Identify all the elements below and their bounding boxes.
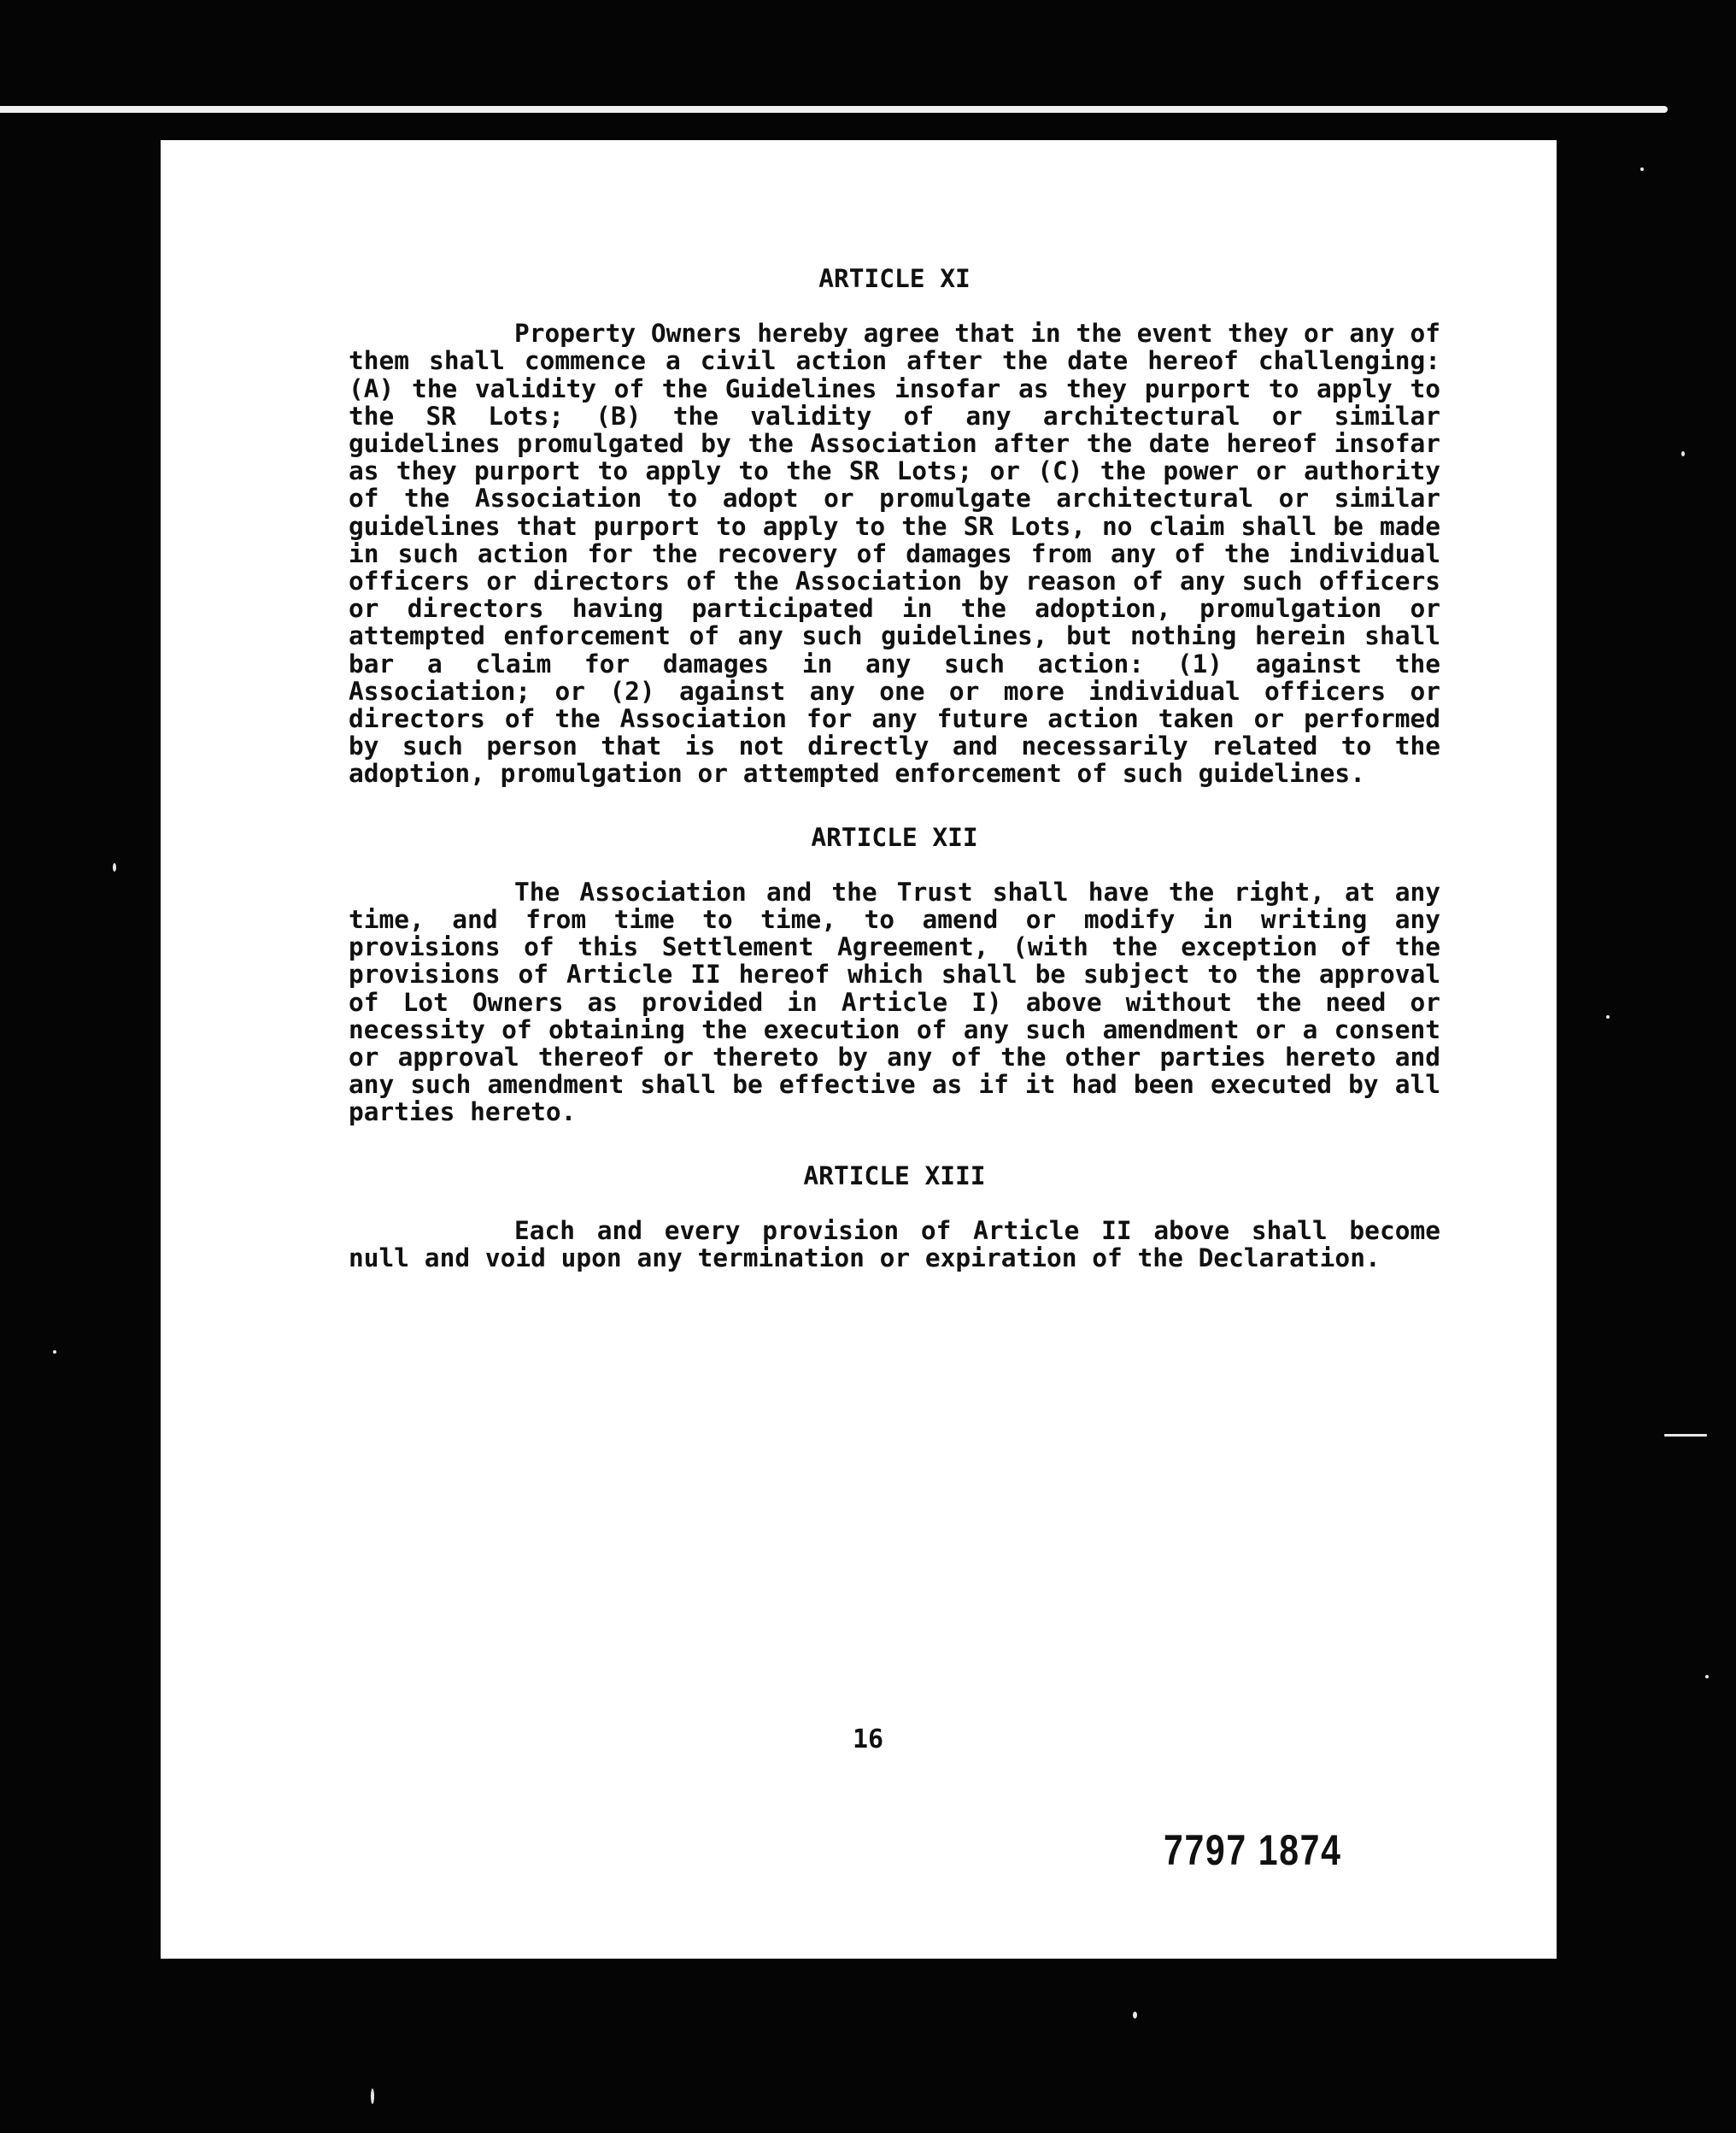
scan-speck bbox=[113, 863, 116, 872]
scan-speck bbox=[1705, 1675, 1709, 1678]
article-xii-paragraph: The Association and the Trust shall have the right, at any time, and from time to time, to amend or modify in writing any provisions of this Settlement Agreement, (with the exception of the provisions of Article II hereof which shall be subject to the approval of Lot Owners as provided in Article I) above without the need or necessity of obtaining the execution of any such amendment or a consent or approval thereof or thereto by any of the other parties hereto and any such amendment shall be effective as if it had been executed by all parties hereto. bbox=[349, 877, 1440, 1127]
scan-speck bbox=[1664, 1434, 1707, 1437]
scan-speck bbox=[53, 1350, 56, 1354]
article-heading-xiii: ARTICLE XIII bbox=[803, 1161, 986, 1190]
article-xi-paragraph: Property Owners hereby agree that in the event they or any of them shall commence a civil action after the date hereof challenging: (A) the validity of the Guidelines insofar as they purport to apply to the SR Lots; (B) the validity of any architectural or similar guidelines promulgated by the Association after the date hereof insofar as they purport to apply to the SR Lots; or (C) the power or authority of the Association to adopt or promulgate architectural or similar guidelines that purport to apply to the SR Lots, no claim shall be made in such action for the recovery of damages from any of the individual officers or directors of the Association by reason of any such officers or directors having participated in the adoption, promulgation or attempted enforcement of any such guidelines, but nothing herein shall bar a claim for damages in any such action: (1) against the Association; or (2) against any one or more individual officers or directors of the Association for any future action taken or performed by such person that is not directly and necessarily related to the adoption, promulgation or attempted enforcement of such guidelines. bbox=[349, 319, 1440, 789]
scan-speck bbox=[371, 2089, 374, 2104]
scan-edge-strip bbox=[0, 106, 1668, 113]
recording-stamp-number: 7797 1874 bbox=[1164, 1826, 1342, 1874]
scan-speck bbox=[1606, 1015, 1610, 1019]
article-heading-xii: ARTICLE XII bbox=[811, 822, 978, 852]
article-xiii-paragraph: Each and every provision of Article II above shall become null and void upon any termination or expiration of the Declaration. bbox=[349, 1215, 1440, 1273]
document-body bbox=[349, 265, 1440, 1307]
scan-speck bbox=[1133, 2012, 1137, 2018]
article-heading-xi: ARTICLE XI bbox=[818, 264, 971, 293]
scan-speck bbox=[1681, 451, 1685, 456]
page-number: 16 bbox=[852, 1725, 884, 1754]
scan-speck bbox=[1640, 167, 1644, 171]
